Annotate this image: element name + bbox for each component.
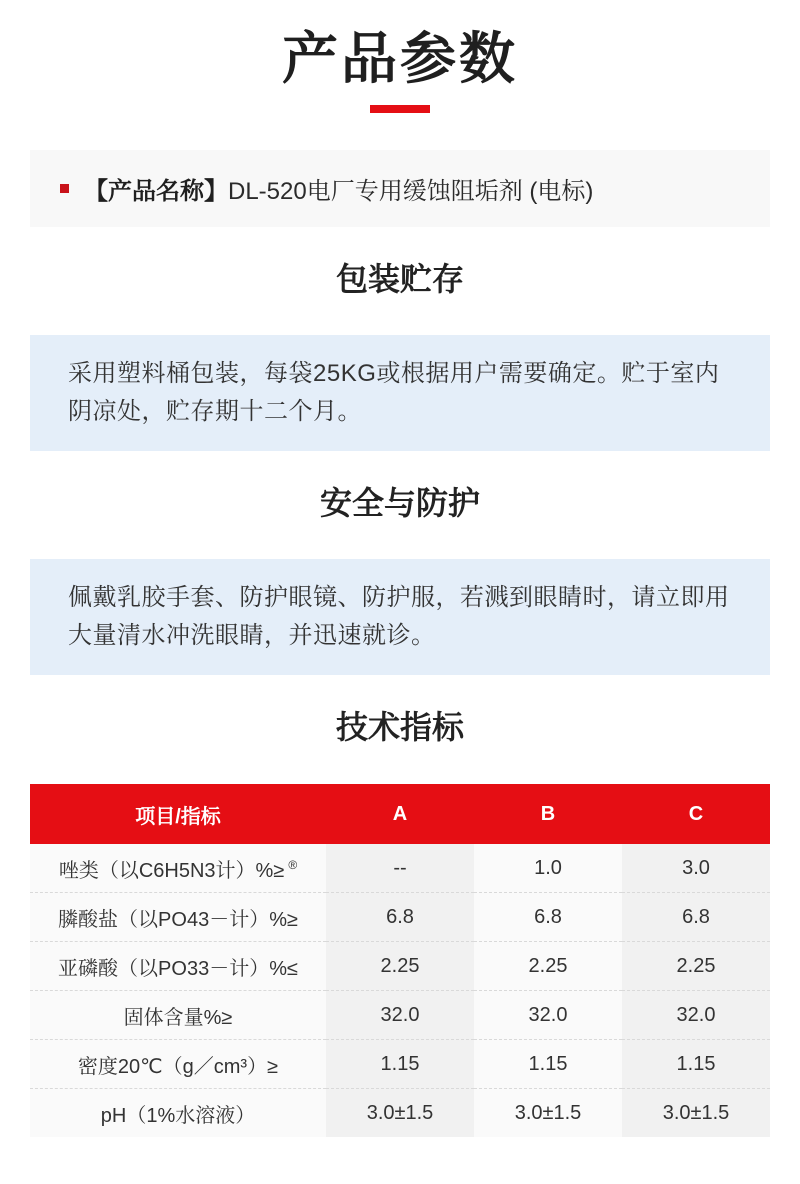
table-row bbox=[30, 1089, 770, 1138]
col-header-a: A bbox=[326, 784, 474, 844]
table-row bbox=[30, 1040, 770, 1089]
cell-a: 32.0 bbox=[326, 991, 474, 1040]
cell-c: 6.8 bbox=[622, 893, 770, 942]
cell-c: 3.0±1.5 bbox=[622, 1089, 770, 1138]
row-label: 密度20℃（g／cm³）≥ bbox=[30, 1040, 326, 1089]
cell-c: 1.15 bbox=[622, 1040, 770, 1089]
red-square-bullet-icon bbox=[60, 184, 69, 193]
cell-a: 1.15 bbox=[326, 1040, 474, 1089]
specs-table bbox=[30, 784, 770, 1137]
product-name-text bbox=[84, 171, 593, 206]
product-name-box bbox=[30, 150, 770, 227]
row-label: pH（1%水溶液） bbox=[30, 1089, 326, 1138]
section-heading-specs: 技术指标 bbox=[335, 709, 464, 745]
col-header-c: C bbox=[622, 784, 770, 844]
table-row bbox=[30, 942, 770, 991]
cell-a: 3.0±1.5 bbox=[326, 1089, 474, 1138]
col-header-b: B bbox=[474, 784, 622, 844]
cell-c: 2.25 bbox=[622, 942, 770, 991]
cell-c: 32.0 bbox=[622, 991, 770, 1040]
cell-b: 1.0 bbox=[474, 844, 622, 893]
cell-a: 2.25 bbox=[326, 942, 474, 991]
product-name-label: 【产品名称】 bbox=[84, 178, 228, 205]
packaging-info-text: 采用塑料桶包装，每袋25KG或根据用户需要确定。贮于室内阴凉处，贮存期十二个月。 bbox=[68, 360, 720, 425]
registered-mark: ® bbox=[288, 857, 298, 872]
cell-c: 3.0 bbox=[622, 844, 770, 893]
col-header-item: 项目/指标 bbox=[30, 784, 326, 844]
table-row bbox=[30, 844, 770, 893]
cell-b: 6.8 bbox=[474, 893, 622, 942]
safety-info-box bbox=[30, 559, 770, 675]
product-name-value: DL-520电厂专用缓蚀阻垢剂 (电标) bbox=[228, 178, 594, 205]
page-title: 产品参数 bbox=[282, 27, 518, 90]
product-parameters-page bbox=[0, 26, 800, 1137]
section-heading-safety: 安全与防护 bbox=[319, 485, 480, 521]
cell-a: -- bbox=[326, 844, 474, 893]
table-row bbox=[30, 991, 770, 1040]
row-label-text: 唑类（以C6H5N3计）%≥ bbox=[58, 859, 285, 882]
specs-table-header-row bbox=[30, 784, 770, 844]
cell-b: 3.0±1.5 bbox=[474, 1089, 622, 1138]
cell-b: 1.15 bbox=[474, 1040, 622, 1089]
row-label: 固体含量%≥ bbox=[30, 991, 326, 1040]
row-label: 膦酸盐（以PO43－计）%≥ bbox=[30, 893, 326, 942]
row-label bbox=[30, 844, 326, 893]
row-label: 亚磷酸（以PO33－计）%≤ bbox=[30, 942, 326, 991]
title-underline bbox=[370, 105, 430, 113]
packaging-info-box bbox=[30, 335, 770, 451]
cell-a: 6.8 bbox=[326, 893, 474, 942]
cell-b: 2.25 bbox=[474, 942, 622, 991]
table-row bbox=[30, 893, 770, 942]
safety-info-text: 佩戴乳胶手套、防护眼镜、防护服，若溅到眼睛时，请立即用大量清水冲洗眼睛，并迅速就诊。 bbox=[68, 584, 730, 649]
cell-b: 32.0 bbox=[474, 991, 622, 1040]
section-heading-packaging: 包装贮存 bbox=[335, 261, 464, 297]
